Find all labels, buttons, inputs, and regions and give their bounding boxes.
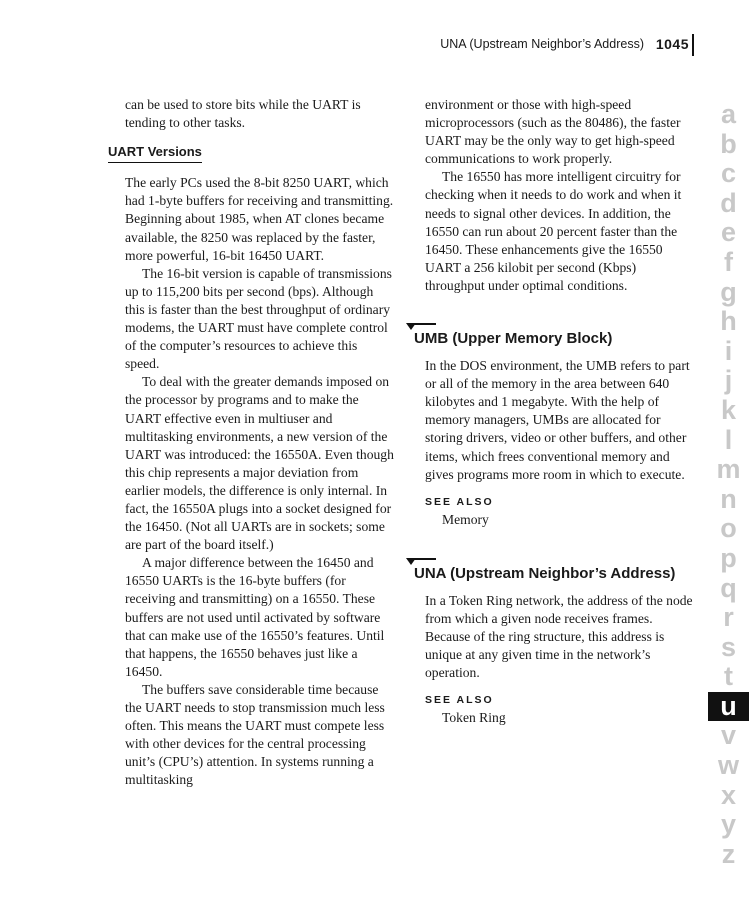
page-number: 1045	[655, 36, 689, 52]
thumb-index-letter-f[interactable]: f	[724, 246, 733, 277]
page-header	[360, 34, 694, 56]
thumb-index-letter-d[interactable]: d	[720, 187, 737, 218]
entry-marker-icon	[408, 558, 436, 560]
thumb-index-letter-s[interactable]: s	[720, 631, 737, 662]
see-also-label: SEE ALSO	[425, 694, 494, 707]
thumb-index-letter-h[interactable]: h	[720, 306, 737, 337]
thumb-index-letter-z[interactable]: z	[721, 838, 736, 869]
thumb-index-letter-b[interactable]: b	[720, 128, 737, 159]
see-also-link[interactable]: Token Ring	[442, 710, 506, 726]
paragraph: To deal with the greater demands imposed on the processor by programs and to make the UART effective even in multiuser and multitasking environments, a new version of the UART was introduced: the 16550A. Even though this chip represents a major deviation from earlier models, the difference is only internal. In fact, the 16550A plugs into a socket designed for the 16450. (Not all UARTs are in sockets; some are part of the board itself.)	[125, 374, 394, 553]
thumb-index-letter-i[interactable]: i	[724, 335, 733, 366]
entry-marker-icon	[408, 323, 436, 325]
section-subhead: UART Versions	[108, 143, 202, 163]
alphabet-thumb-index	[708, 100, 749, 869]
entry-title: UMB (Upper Memory Block)	[414, 330, 613, 348]
thumb-index-letter-p[interactable]: p	[720, 542, 737, 573]
header-rule	[692, 34, 694, 56]
paragraph: The 16550 has more intelligent circuitry for checking when it needs to do work and when it needs to signal other devices. In addition, the 16550 can run about 20 percent faster than the 16450. These enhancements give the 16550 UART a 256 kilobit per second (Kbps) throughput under optimal conditions.	[425, 169, 682, 293]
see-also-label: SEE ALSO	[425, 495, 494, 508]
paragraph: environment or those with high-speed microprocessors (such as the 80486), the faster UART may be the only way to get high-speed communications to work properly.	[425, 97, 681, 167]
thumb-index-letter-m[interactable]: m	[716, 454, 741, 485]
right-column	[414, 96, 693, 728]
see-also-link[interactable]: Memory	[442, 511, 489, 527]
paragraph: A major difference between the 16450 and 16550 UARTs is the 16-byte buffers (for receiving and transmitting) on a 16550. These buffers are not used until activated by software that can make use of the 16550’s features. Until that happens, the 16550 behaves just like a 16450.	[125, 555, 385, 679]
thumb-index-letter-o[interactable]: o	[720, 513, 737, 544]
left-column	[108, 96, 395, 789]
glossary-entry-una	[414, 564, 693, 728]
entry-title: UNA (Upstream Neighbor’s Address)	[414, 564, 676, 582]
thumb-index-letter-w[interactable]: w	[717, 750, 739, 781]
paragraph: The buffers save considerable time because the UART needs to stop transmission much less often. This means the UART must compete less with other devices for the central processing unit’s (CPU’s) attention. In systems running a multitasking	[125, 681, 385, 788]
thumb-index-letter-u[interactable]: u	[708, 692, 749, 722]
paragraph: The early PCs used the 8-bit 8250 UART, which had 1-byte buffers for receiving and transmitting. Beginning about 1985, when AT clones became available, the 8250 was replaced by the faster, more powerful, 16-bit 16450 UART.	[125, 175, 394, 263]
paragraph: can be used to store bits while the UART is tending to other tasks.	[125, 97, 361, 131]
thumb-index-letter-x[interactable]: x	[720, 779, 737, 810]
thumb-index-letter-t[interactable]: t	[724, 661, 733, 692]
thumb-index-letter-j[interactable]: j	[724, 365, 733, 396]
thumb-index-letter-g[interactable]: g	[720, 276, 737, 307]
thumb-index-letter-y[interactable]: y	[720, 809, 737, 840]
thumb-index-letter-v[interactable]: v	[720, 720, 737, 751]
thumb-index-letter-q[interactable]: q	[720, 572, 737, 603]
thumb-index-letter-c[interactable]: c	[720, 158, 737, 189]
thumb-index-letter-k[interactable]: k	[720, 394, 737, 425]
entry-body: In the DOS environment, the UMB refers to part or all of the memory in the area between 640 kilobytes and 1 megabyte. With the help of memory managers, UMBs are allocated for storing drivers, video or other buffers, and other items, which frees conventional memory and gives programs more room in which to execute.	[425, 358, 690, 482]
entry-body: In a Token Ring network, the address of the node from which a given node receives frames. Because of the ring structure, this address is unique at any given time in the network’s operation.	[425, 592, 693, 681]
glossary-entry-umb	[414, 329, 693, 530]
thumb-index-letter-r[interactable]: r	[723, 602, 734, 633]
thumb-index-letter-a[interactable]: a	[720, 99, 737, 129]
thumb-index-letter-e[interactable]: e	[720, 217, 737, 248]
running-head: UNA (Upstream Neighbor’s Address)	[440, 37, 644, 51]
paragraph: The 16-bit version is capable of transmissions up to 115,200 bits per second (bps). Although this is faster than the best throughput of ordinary modems, the UART must have complete control of the computer’s resources to achieve this speed.	[125, 265, 392, 372]
thumb-index-letter-n[interactable]: n	[720, 483, 737, 514]
thumb-index-letter-l[interactable]: l	[724, 424, 733, 455]
